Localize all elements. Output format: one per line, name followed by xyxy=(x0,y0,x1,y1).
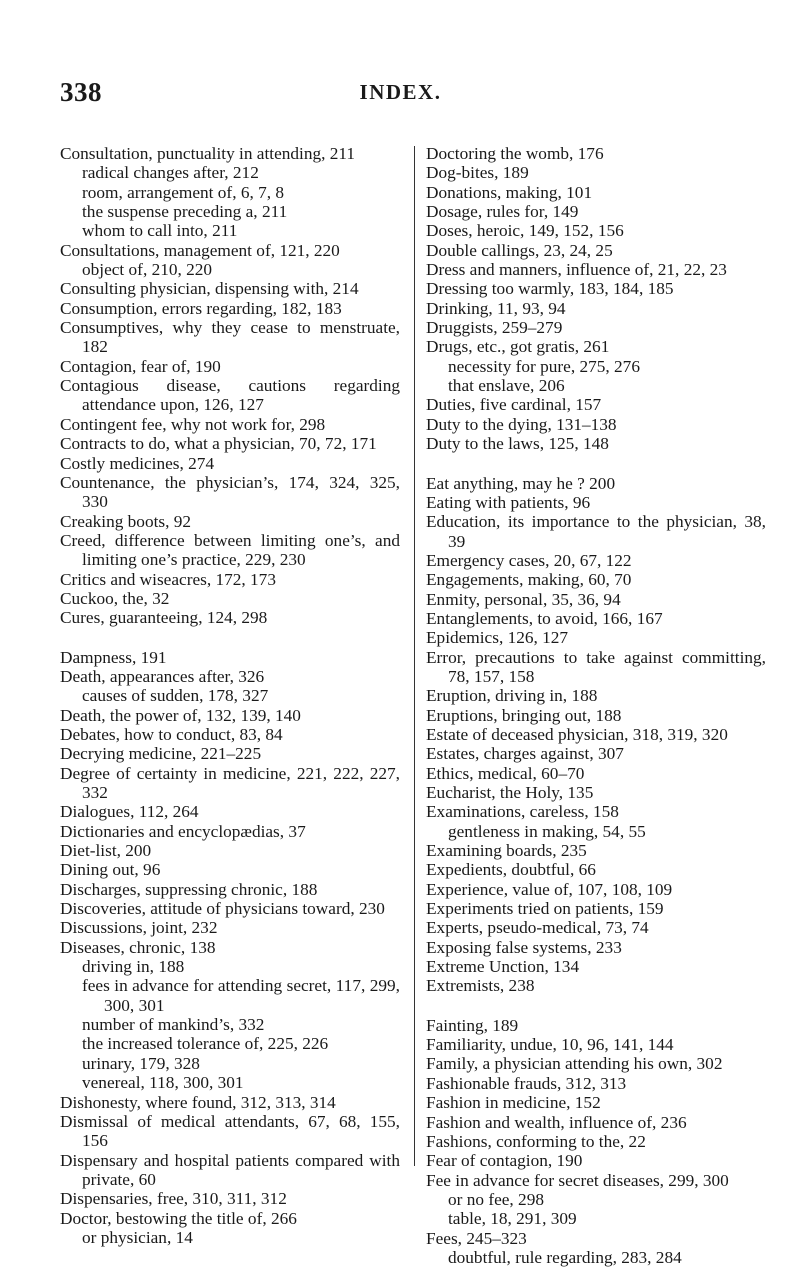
index-column-right xyxy=(426,144,766,1267)
index-entry: Dosage, rules for, 149 xyxy=(426,202,579,222)
index-entry: Family, a physician attending his own, 302 xyxy=(426,1054,723,1074)
index-subentry: doubtful, rule regarding, 283, 284 xyxy=(448,1247,682,1267)
index-subentry: or no fee, 298 xyxy=(448,1189,544,1209)
index-subentry: table, 18, 291, 309 xyxy=(448,1209,577,1229)
index-entry: Fee in advance for secret diseases, 299, 300 xyxy=(426,1170,729,1190)
index-subentry: radical changes after, 212 xyxy=(82,163,259,183)
index-entry: Expedients, doubtful, 66 xyxy=(426,860,596,880)
index-entry: Dampness, 191 xyxy=(60,647,167,667)
index-entry: Fashion in medicine, 152 xyxy=(426,1093,601,1113)
index-subentry: venereal, 118, 300, 301 xyxy=(82,1073,244,1093)
index-entry: Dress and manners, influence of, 21, 22, 23 xyxy=(426,260,727,280)
index-entry: Creaking boots, 92 xyxy=(60,511,192,531)
index-subentry: causes of sudden, 178, 327 xyxy=(82,686,269,706)
index-entry: Examinations, careless, 158 xyxy=(426,802,619,822)
index-entry: Contingent fee, why not work for, 298 xyxy=(60,414,326,434)
index-subentry: object of, 210, 220 xyxy=(82,260,213,280)
index-entry: Ethics, medical, 60–70 xyxy=(426,763,585,783)
index-entry: Familiarity, undue, 10, 96, 141, 144 xyxy=(426,1035,674,1055)
index-entry: Education, its importance to the physician, 38, 39 xyxy=(426,512,766,551)
index-entry: Dispensary and hospital patients compared with private, 60 xyxy=(60,1150,400,1189)
index-subentry: gentleness in making, 54, 55 xyxy=(448,821,646,841)
index-entry: Eat anything, may he ? 200 xyxy=(426,473,616,493)
index-entry: Death, the power of, 132, 139, 140 xyxy=(60,705,301,725)
index-entry: Eating with patients, 96 xyxy=(426,492,591,512)
index-entry: Cuckoo, the, 32 xyxy=(60,588,170,608)
index-entry: Dressing too warmly, 183, 184, 185 xyxy=(426,279,674,299)
index-column-left xyxy=(60,144,400,1247)
index-entry: Discussions, joint, 232 xyxy=(60,918,218,938)
index-entry: Degree of certainty in medicine, 221, 222, 227, 332 xyxy=(60,763,400,802)
running-head: INDEX. xyxy=(359,80,442,104)
index-entry: Doctoring the womb, 176 xyxy=(426,144,604,163)
index-entry: Fees, 245–323 xyxy=(426,1228,527,1248)
index-entry: Fainting, 189 xyxy=(426,1015,519,1035)
index-entry: Debates, how to conduct, 83, 84 xyxy=(60,724,283,744)
index-subentry: whom to call into, 211 xyxy=(82,221,238,241)
index-entry: Drinking, 11, 93, 94 xyxy=(426,298,566,318)
index-entry: Consultations, management of, 121, 220 xyxy=(60,240,340,260)
index-entry: Experiments tried on patients, 159 xyxy=(426,899,664,919)
index-subentry: the suspense preceding a, 211 xyxy=(82,202,288,222)
index-entry: Consultation, punctuality in attending, 211 xyxy=(60,144,356,163)
index-entry: Estates, charges against, 307 xyxy=(426,744,624,764)
index-entry: Experts, pseudo-medical, 73, 74 xyxy=(426,918,649,938)
index-entry: Consulting physician, dispensing with, 214 xyxy=(60,279,359,299)
index-entry: Consumptives, why they cease to menstruate, 182 xyxy=(60,318,400,357)
index-entry: Dining out, 96 xyxy=(60,860,161,880)
index-entry: Experience, value of, 107, 108, 109 xyxy=(426,879,673,899)
index-subentry: that enslave, 206 xyxy=(448,376,565,396)
index-entry: Entanglements, to avoid, 166, 167 xyxy=(426,608,663,628)
index-entry: Dispensaries, free, 310, 311, 312 xyxy=(60,1189,287,1209)
index-entry: Error, precautions to take against committing, 78, 157, 158 xyxy=(426,647,766,686)
index-entry: Dog-bites, 189 xyxy=(426,163,529,183)
index-entry: Costly medicines, 274 xyxy=(60,453,215,473)
index-entry: Eruptions, bringing out, 188 xyxy=(426,705,622,725)
index-entry: Duty to the dying, 131–138 xyxy=(426,414,617,434)
index-entry: Dismissal of medical attendants, 67, 68, 155, 156 xyxy=(60,1111,400,1151)
index-entry: Double callings, 23, 24, 25 xyxy=(426,240,613,260)
index-entry: Consumption, errors regarding, 182, 183 xyxy=(60,298,342,318)
index-entry: Epidemics, 126, 127 xyxy=(426,628,569,648)
index-entry: Discharges, suppressing chronic, 188 xyxy=(60,879,318,899)
index-entry: Contagion, fear of, 190 xyxy=(60,356,221,376)
index-entry: Fashion and wealth, influence of, 236 xyxy=(426,1112,687,1132)
index-entry: Countenance, the physician’s, 174, 324, 325, 330 xyxy=(60,472,400,512)
index-entry: Estate of deceased physician, 318, 319, 320 xyxy=(426,724,728,744)
index-entry: Drugs, etc., got gratis, 261 xyxy=(426,337,610,357)
index-entry: Contracts to do, what a physician, 70, 72, 171 xyxy=(60,434,377,454)
index-entry: Eucharist, the Holy, 135 xyxy=(426,783,594,802)
index-entry: Engagements, making, 60, 70 xyxy=(426,570,632,590)
index-entry: Druggists, 259–279 xyxy=(426,318,563,338)
index-entry: Diseases, chronic, 138 xyxy=(60,937,216,957)
index-entry: Extreme Unction, 134 xyxy=(426,957,580,977)
index-entry: Discoveries, attitude of physicians toward, 230 xyxy=(60,899,385,919)
index-entry: Donations, making, 101 xyxy=(426,182,593,202)
index-entry: Critics and wiseacres, 172, 173 xyxy=(60,569,276,589)
index-entry: Doses, heroic, 149, 152, 156 xyxy=(426,221,624,241)
index-entry: Diet-list, 200 xyxy=(60,841,152,861)
index-subentry: driving in, 188 xyxy=(82,957,185,977)
index-entry: Dialogues, 112, 264 xyxy=(60,802,199,822)
index-subentry: the increased tolerance of, 225, 226 xyxy=(82,1034,329,1054)
index-entry: Emergency cases, 20, 67, 122 xyxy=(426,550,632,570)
index-entry: Examining boards, 235 xyxy=(426,841,587,861)
index-entry: Dictionaries and encyclopædias, 37 xyxy=(60,821,306,841)
index-subentry: fees in advance for attending secret, 117, 299, 300, 301 xyxy=(82,976,400,1015)
index-entry: Duties, five cardinal, 157 xyxy=(426,395,602,415)
index-entry: Contagious disease, cautions regarding attendance upon, 126, 127 xyxy=(60,376,400,415)
index-entry: Cures, guaranteeing, 124, 298 xyxy=(60,608,268,628)
index-subentry: urinary, 179, 328 xyxy=(82,1053,200,1073)
index-entry: Fashions, conforming to the, 22 xyxy=(426,1131,646,1151)
index-entry: Dishonesty, where found, 312, 313, 314 xyxy=(60,1092,336,1112)
index-entry: Fashionable frauds, 312, 313 xyxy=(426,1073,627,1093)
index-subentry: necessity for pure, 275, 276 xyxy=(448,356,640,376)
index-entry: Extremists, 238 xyxy=(426,976,535,996)
index-subentry: or physician, 14 xyxy=(82,1227,193,1247)
page-number: 338 xyxy=(60,77,102,107)
index-entry: Exposing false systems, 233 xyxy=(426,937,622,957)
index-entry: Decrying medicine, 221–225 xyxy=(60,744,262,764)
index-entry: Eruption, driving in, 188 xyxy=(426,686,598,706)
index-entry: Duty to the laws, 125, 148 xyxy=(426,434,609,454)
index-entry: Doctor, bestowing the title of, 266 xyxy=(60,1208,297,1228)
index-entry: Enmity, personal, 35, 36, 94 xyxy=(426,589,621,609)
index-entry: Creed, difference between limiting one’s, and limiting one’s practice, 229, 230 xyxy=(60,530,400,570)
index-subentry: number of mankind’s, 332 xyxy=(82,1015,265,1035)
index-subentry: room, arrangement of, 6, 7, 8 xyxy=(82,182,285,202)
column-divider xyxy=(414,146,415,1166)
index-entry: Death, appearances after, 326 xyxy=(60,666,265,686)
index-entry: Fear of contagion, 190 xyxy=(426,1151,583,1171)
